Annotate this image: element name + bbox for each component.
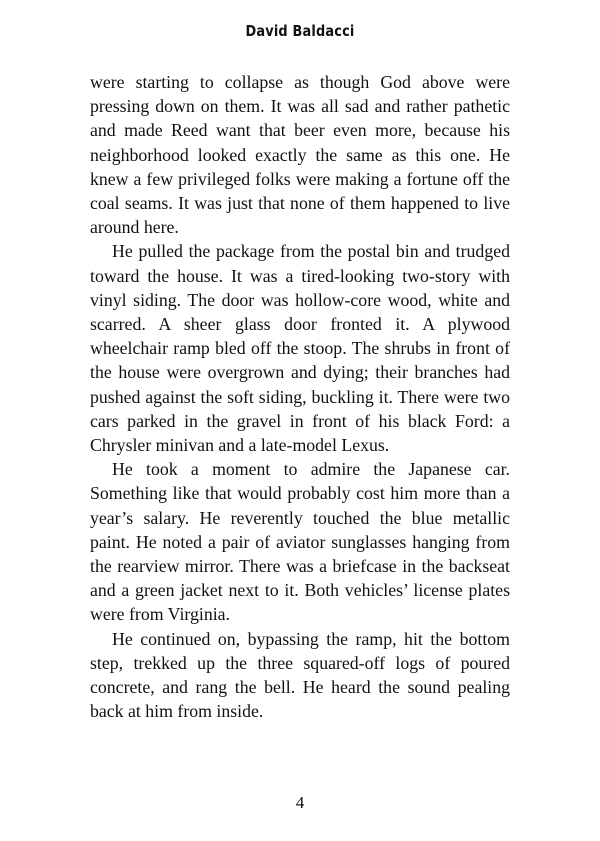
paragraph: He pulled the package from the postal bin and trudged toward the house. It was a tired-looking two-story with vinyl siding. The door was hollow-core wood, white and scarred. A sheer glass door fronted it. A plywood wheelchair ramp bled off the stoop. The shrubs in front of the house were overgrown and dying; their branches had pushed against the soft siding, buckling it. There were two cars parked in the gravel in front of his black Ford: a Chrysler minivan and a late-model Lexus.	[90, 241, 510, 456]
page-number: 4	[295, 793, 305, 812]
paragraph: He took a moment to admire the Japanese car. Something like that would probably cost him more than a year’s salary. He reverently touched the blue metallic paint. He noted a pair of aviator sunglasses hanging from the rearview mirror. There was a briefcase in the backseat and a green jacket next to it. Both vehicles’ license plates were from Virginia.	[90, 459, 510, 625]
paragraph: were starting to collapse as though God above were pressing down on them. It was all sad and rather pathetic and made Reed want that beer even more, because his neighborhood looked exactly the same as this one. He knew a few privileged folks were making a fortune off the coal seams. It was just that none of them happened to live around here.	[90, 72, 510, 238]
paragraph: He continued on, bypassing the ramp, hit the bottom step, trekked up the three squared-off logs of poured concrete, and rang the bell. He heard the sound pealing back at him from inside.	[90, 628, 510, 722]
running-head: David Baldacci	[245, 22, 355, 40]
body-text	[90, 70, 510, 723]
